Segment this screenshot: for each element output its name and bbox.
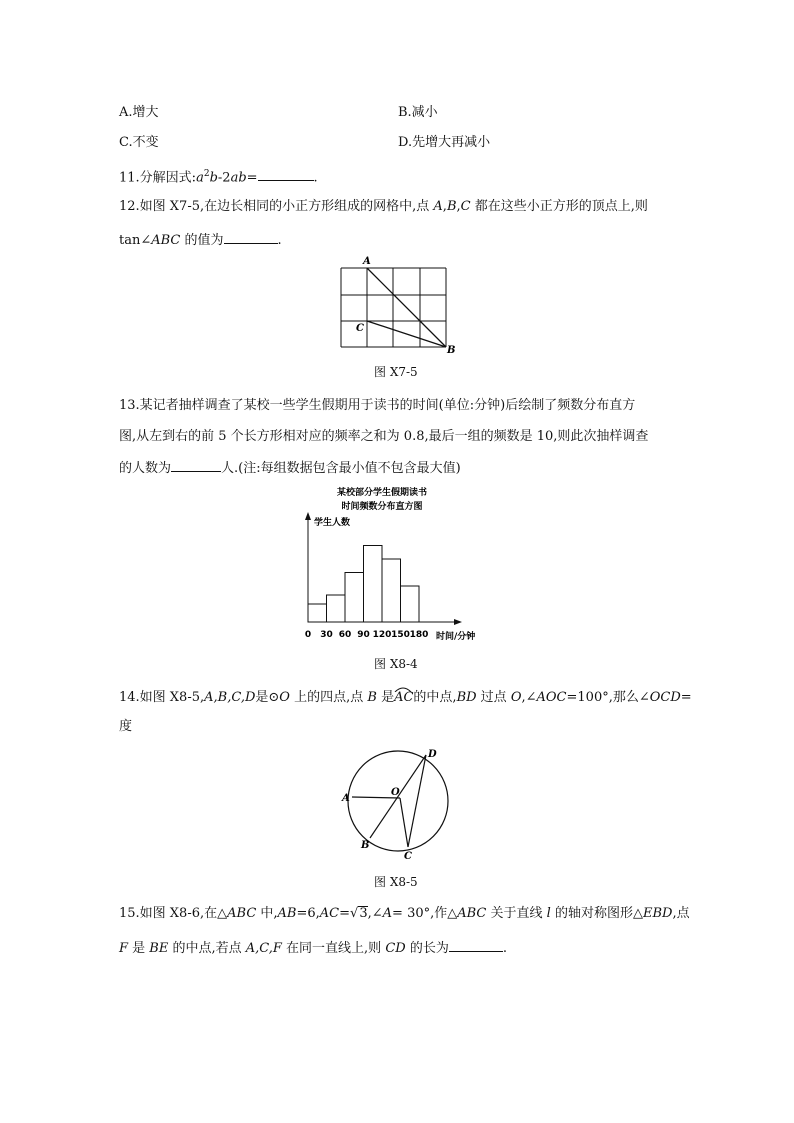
x-tick-label-0: 0 — [304, 630, 312, 640]
point-a-label: A — [363, 256, 371, 267]
circle-figure — [338, 743, 458, 863]
histogram-bar-0-30 — [308, 604, 327, 622]
chart-title: 某校部分学生假期读书 — [336, 488, 428, 498]
grid-figure — [335, 254, 460, 354]
figure-caption-x8-4: 图 X8-4 — [374, 657, 418, 671]
point-c-label: C — [356, 323, 364, 334]
point-o-label: O — [391, 787, 400, 798]
histogram-bar-60-90 — [345, 573, 364, 623]
arc-ac: AC — [394, 690, 414, 705]
option-c: C.不变 — [119, 135, 159, 150]
segment-ab — [367, 268, 446, 347]
point-b-label: B — [447, 345, 456, 354]
question-13-line-1: 13.某记者抽样调查了某校一些学生假期用于读书的时间(单位:分钟)后绘制了频数分布直方 — [119, 398, 636, 413]
figure-caption-x7-5: 图 X7-5 — [374, 365, 418, 379]
question-13-line-2: 图,从左到右的前 5 个长方形相对应的频率之和为 0.8,最后一组的频数是 10,则此次抽样调查 — [119, 429, 649, 444]
x-tick-label-30: 30 — [320, 630, 333, 640]
point-a-label: A — [342, 793, 350, 804]
y-axis-label: 学生人数 — [314, 518, 351, 528]
histogram-bar-30-60 — [327, 595, 346, 622]
answer-blank — [224, 229, 278, 244]
answer-blank — [449, 937, 503, 952]
question-12-line-2: tan∠ABC 的值为 . — [119, 229, 282, 251]
x-tick-label-180: 180 — [409, 630, 429, 640]
histogram-bar-90-120 — [364, 546, 383, 623]
option-b: B.减小 — [398, 105, 438, 120]
chart-subtitle: 时间频数分布直方图 — [341, 502, 423, 512]
figure-caption-x8-5: 图 X8-5 — [374, 875, 418, 889]
question-11: 11.分解因式$:a^2b-2ab=$ . — [119, 164, 318, 188]
y-axis-arrow-icon — [305, 512, 311, 520]
circle-o — [348, 751, 448, 851]
question-13-line-3: 的人数为 人.(注:每组数据包含最小值不包含最大值) — [119, 457, 461, 479]
histogram-bar-120-150 — [382, 559, 401, 622]
x-tick-label-150: 150 — [391, 630, 410, 640]
answer-blank — [171, 457, 221, 472]
segment-oc — [400, 798, 408, 847]
x-tick-label-120: 120 — [372, 630, 392, 640]
histogram-bar-150-180 — [401, 586, 420, 622]
question-14-line-2: 度 — [119, 719, 133, 734]
question-15-line-2: F 是 BE 的中点,若点 A,C,F 在同一直线上,则 CD 的长为 . — [119, 937, 507, 959]
option-d: D.先增大再减小 — [398, 135, 491, 150]
point-b-label: B — [361, 840, 370, 851]
x-axis-arrow-icon — [454, 619, 462, 625]
histogram-chart — [296, 482, 496, 646]
sqrt-symbol: √ — [350, 906, 359, 921]
segment-cb — [367, 321, 446, 347]
question-14-line-1: 14.如图 X8-5,A,B,C,D是⊙O 上的四点,点 B 是 AC的中点,BD 过点 O,∠AOC=100°,那么∠OCD= — [119, 688, 692, 708]
option-a: A.增大 — [119, 105, 159, 120]
question-12-line-1: 12.如图 X7-5,在边长相同的小正方形组成的网格中,点 A,B,C 都在这些小正方形的顶点上,则 — [119, 199, 648, 214]
x-tick-label-90: 90 — [357, 630, 370, 640]
x-axis-label: 时间/分钟 — [436, 632, 476, 642]
point-c-label: C — [404, 851, 412, 862]
x-tick-label-60: 60 — [338, 630, 352, 640]
answer-blank — [258, 166, 314, 181]
question-15-line-1: 15.如图 X8-6,在△ABC 中,AB=6,AC=√3,∠A= 30°,作△ABC 关于直线 l 的轴对称图形△EBD,点 — [119, 906, 690, 921]
point-d-label: D — [428, 749, 437, 760]
